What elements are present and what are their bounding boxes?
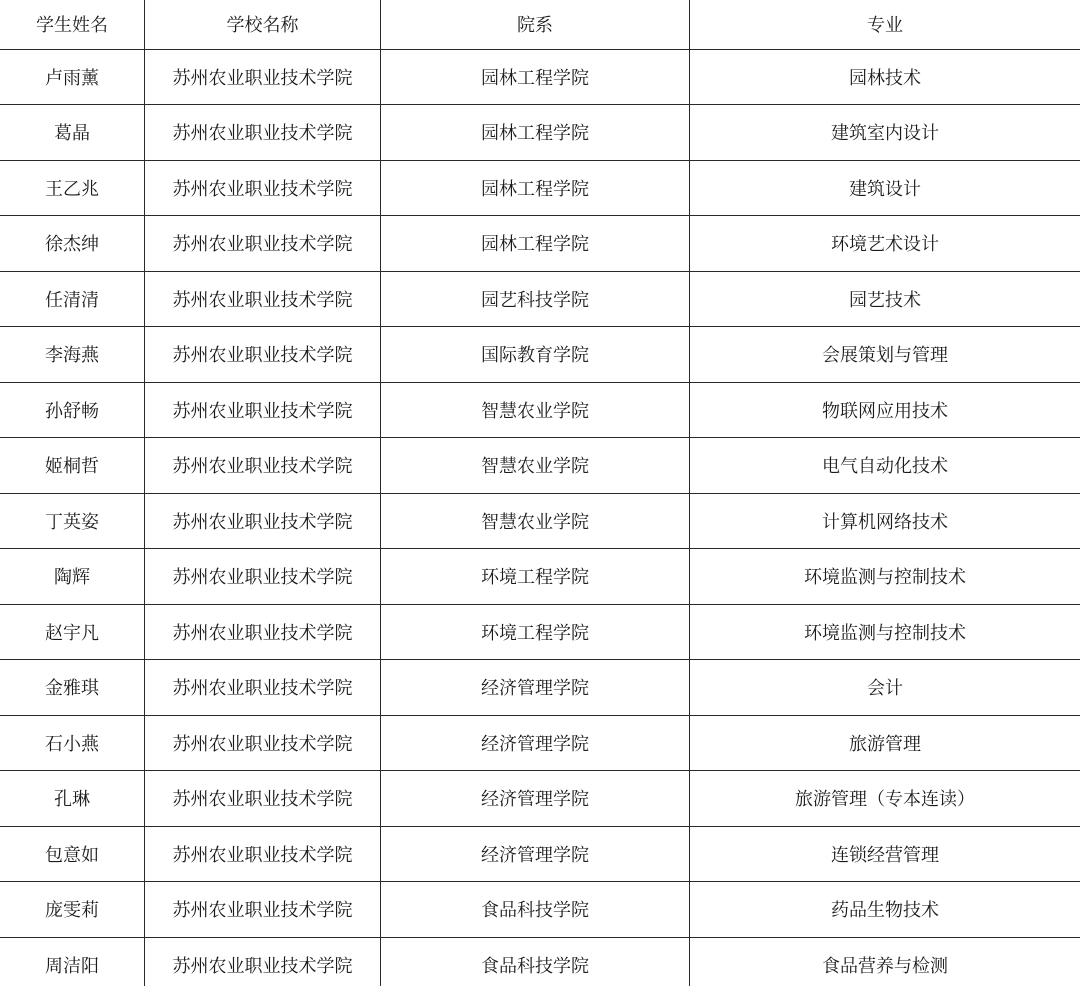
- table-row: [0, 937, 1080, 986]
- table-body: [0, 49, 1080, 986]
- table-row: [0, 549, 1080, 605]
- cell-department: 园艺科技学院: [381, 271, 690, 327]
- table-row: [0, 715, 1080, 771]
- cell-school-name: 苏州农业职业技术学院: [145, 826, 381, 882]
- table-row: [0, 771, 1080, 827]
- header-row: [0, 0, 1080, 49]
- cell-school-name: 苏州农业职业技术学院: [145, 549, 381, 605]
- table-row: [0, 216, 1080, 272]
- cell-department: 经济管理学院: [381, 715, 690, 771]
- cell-student-name: 卢雨薰: [0, 49, 145, 105]
- cell-department: 环境工程学院: [381, 549, 690, 605]
- cell-department: 经济管理学院: [381, 771, 690, 827]
- cell-major: 建筑设计: [690, 160, 1080, 216]
- cell-school-name: 苏州农业职业技术学院: [145, 438, 381, 494]
- cell-school-name: 苏州农业职业技术学院: [145, 49, 381, 105]
- table-row: [0, 160, 1080, 216]
- cell-student-name: 王乙兆: [0, 160, 145, 216]
- cell-student-name: 金雅琪: [0, 660, 145, 716]
- cell-major: 园艺技术: [690, 271, 1080, 327]
- table-row: [0, 660, 1080, 716]
- cell-student-name: 陶辉: [0, 549, 145, 605]
- cell-department: 食品科技学院: [381, 937, 690, 986]
- cell-major: 物联网应用技术: [690, 382, 1080, 438]
- cell-student-name: 孙舒畅: [0, 382, 145, 438]
- cell-student-name: 徐杰绅: [0, 216, 145, 272]
- cell-major: 电气自动化技术: [690, 438, 1080, 494]
- cell-department: 智慧农业学院: [381, 493, 690, 549]
- cell-department: 智慧农业学院: [381, 438, 690, 494]
- cell-department: 园林工程学院: [381, 216, 690, 272]
- cell-student-name: 包意如: [0, 826, 145, 882]
- table-row: [0, 604, 1080, 660]
- table-row: [0, 882, 1080, 938]
- cell-student-name: 庞雯莉: [0, 882, 145, 938]
- header-student-name: 学生姓名: [0, 0, 145, 49]
- table-header: [0, 0, 1080, 49]
- header-school-name: 学校名称: [145, 0, 381, 49]
- cell-major: 旅游管理（专本连读）: [690, 771, 1080, 827]
- cell-school-name: 苏州农业职业技术学院: [145, 327, 381, 383]
- cell-department: 智慧农业学院: [381, 382, 690, 438]
- cell-school-name: 苏州农业职业技术学院: [145, 660, 381, 716]
- cell-student-name: 李海燕: [0, 327, 145, 383]
- cell-school-name: 苏州农业职业技术学院: [145, 493, 381, 549]
- table-row: [0, 382, 1080, 438]
- cell-major: 药品生物技术: [690, 882, 1080, 938]
- cell-school-name: 苏州农业职业技术学院: [145, 882, 381, 938]
- cell-department: 国际教育学院: [381, 327, 690, 383]
- cell-department: 园林工程学院: [381, 49, 690, 105]
- table-row: [0, 271, 1080, 327]
- cell-student-name: 葛晶: [0, 105, 145, 161]
- cell-department: 环境工程学院: [381, 604, 690, 660]
- cell-major: 连锁经营管理: [690, 826, 1080, 882]
- cell-department: 食品科技学院: [381, 882, 690, 938]
- cell-student-name: 丁英姿: [0, 493, 145, 549]
- cell-student-name: 姬桐哲: [0, 438, 145, 494]
- cell-major: 计算机网络技术: [690, 493, 1080, 549]
- table-row: [0, 327, 1080, 383]
- cell-school-name: 苏州农业职业技术学院: [145, 216, 381, 272]
- cell-student-name: 任清清: [0, 271, 145, 327]
- header-department: 院系: [381, 0, 690, 49]
- cell-school-name: 苏州农业职业技术学院: [145, 604, 381, 660]
- cell-school-name: 苏州农业职业技术学院: [145, 271, 381, 327]
- cell-major: 旅游管理: [690, 715, 1080, 771]
- cell-department: 园林工程学院: [381, 160, 690, 216]
- table-row: [0, 826, 1080, 882]
- cell-major: 园林技术: [690, 49, 1080, 105]
- table-row: [0, 438, 1080, 494]
- cell-major: 环境艺术设计: [690, 216, 1080, 272]
- cell-student-name: 赵宇凡: [0, 604, 145, 660]
- cell-major: 会计: [690, 660, 1080, 716]
- cell-student-name: 周洁阳: [0, 937, 145, 986]
- cell-school-name: 苏州农业职业技术学院: [145, 715, 381, 771]
- cell-major: 食品营养与检测: [690, 937, 1080, 986]
- cell-school-name: 苏州农业职业技术学院: [145, 937, 381, 986]
- cell-school-name: 苏州农业职业技术学院: [145, 105, 381, 161]
- table-row: [0, 49, 1080, 105]
- cell-major: 会展策划与管理: [690, 327, 1080, 383]
- cell-department: 经济管理学院: [381, 660, 690, 716]
- cell-school-name: 苏州农业职业技术学院: [145, 771, 381, 827]
- cell-school-name: 苏州农业职业技术学院: [145, 382, 381, 438]
- cell-school-name: 苏州农业职业技术学院: [145, 160, 381, 216]
- cell-major: 环境监测与控制技术: [690, 549, 1080, 605]
- header-major: 专业: [690, 0, 1080, 49]
- cell-department: 经济管理学院: [381, 826, 690, 882]
- cell-major: 环境监测与控制技术: [690, 604, 1080, 660]
- cell-department: 园林工程学院: [381, 105, 690, 161]
- cell-major: 建筑室内设计: [690, 105, 1080, 161]
- table-row: [0, 105, 1080, 161]
- cell-student-name: 孔琳: [0, 771, 145, 827]
- cell-student-name: 石小燕: [0, 715, 145, 771]
- table-row: [0, 493, 1080, 549]
